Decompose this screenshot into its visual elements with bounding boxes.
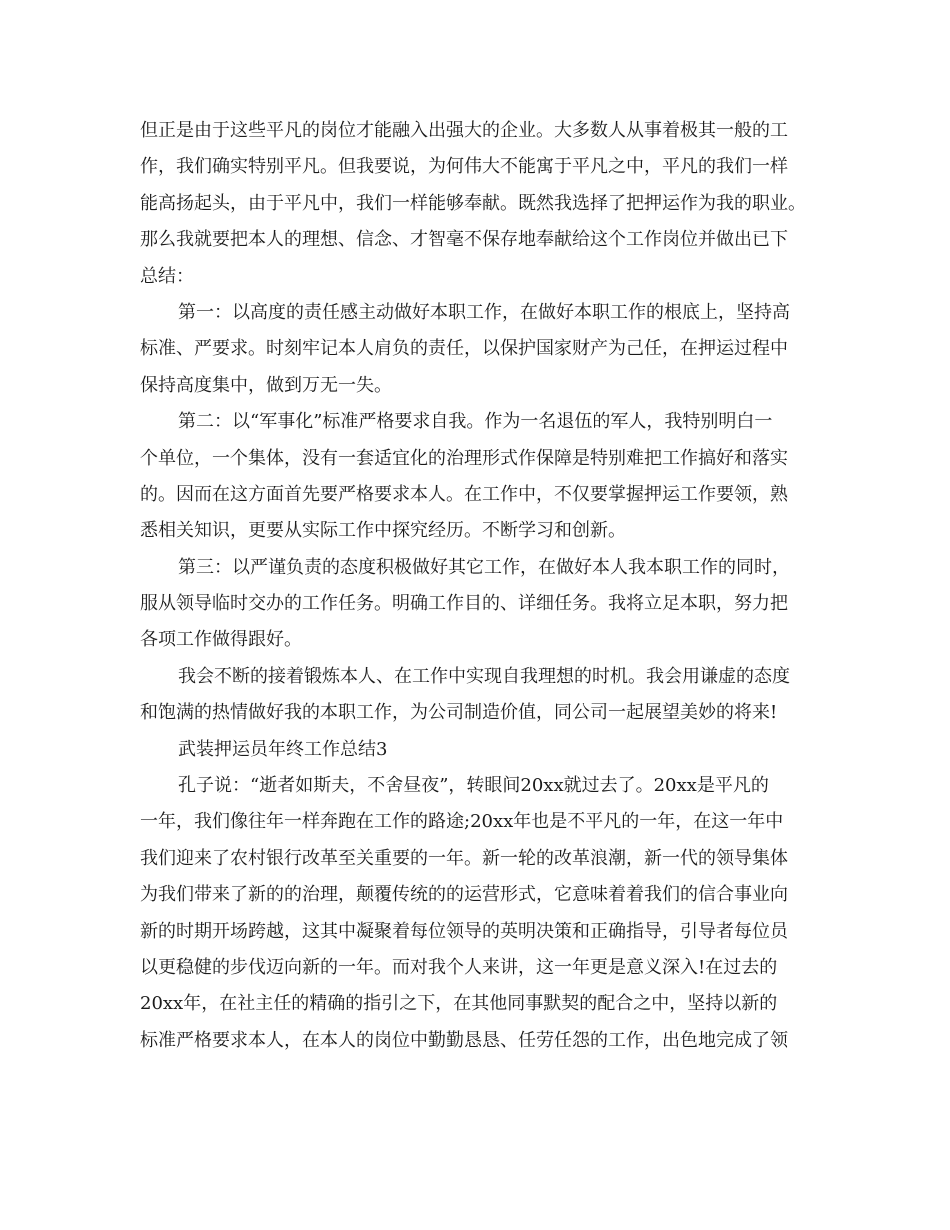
document-body xyxy=(140,113,820,1059)
text-line: 标准、严要求。时刻牢记本人肩负的责任，以保护国家财产为己任，在押运过程中 xyxy=(140,338,788,360)
text-line: 我会不断的接着锻炼本人、在工作中实现自我理想的时机。我会用谦虚的态度 xyxy=(178,665,790,687)
text-line: 保持高度集中，做到万无一失。 xyxy=(140,374,392,396)
text-line: 一年，我们像往年一样奔跑在工作的路途;20xx年也是不平凡的一年，在这一年中 xyxy=(140,811,784,833)
text-line: 总结： xyxy=(140,265,194,287)
text-line: 以更稳健的步伐迈向新的一年。而对我个人来讲，这一年更是意义深入!在过去的 xyxy=(140,956,778,978)
text-line: 第三：以严谨负责的态度积极做好其它工作，在做好本人我本职工作的同时， xyxy=(178,556,790,578)
text-line: 但正是由于这些平凡的岗位才能融入出强大的企业。大多数人从事着极其一般的工 xyxy=(140,120,788,141)
text-line: 标准严格要求本人，在本人的岗位中勤勤恳恳、任劳任怨的工作，出色地完成了领 xyxy=(140,1029,788,1051)
text-line: 各项工作做得跟好。 xyxy=(140,629,302,651)
text-line: 第一：以高度的责任感主动做好本职工作，在做好本职工作的根底上，坚持高 xyxy=(178,301,790,323)
text-line: 孔子说：“逝者如斯夫，不舍昼夜”，转眼间20xx就过去了。20xx是平凡的 xyxy=(178,775,769,797)
text-line: 为我们带来了新的的治理，颠覆传统的的运营形式，它意味着着我们的信合事业向 xyxy=(140,884,788,906)
text-line: 的。因而在这方面首先要严格要求本人。在工作中，不仅要掌握押运工作要领，熟 xyxy=(140,483,788,505)
text-line: 能高扬起头，由于平凡中，我们一样能够奉献。既然我选择了把押运作为我的职业。 xyxy=(140,192,806,214)
text-line: 武装押运员年终工作总结3 xyxy=(178,738,388,760)
text-line: 服从领导临时交办的工作任务。明确工作目的、详细任务。我将立足本职，努力把 xyxy=(140,593,788,615)
text-line: 20xx年，在社主任的精确的指引之下，在其他同事默契的配合之中，坚持以新的 xyxy=(140,993,778,1015)
text-line: 我们迎来了农村银行改革至关重要的一年。新一轮的改革浪潮，新一代的领导集体 xyxy=(140,847,788,869)
text-line: 个单位，一个集体，没有一套适宜化的治理形式作保障是特别难把工作搞好和落实 xyxy=(140,447,788,469)
text-line: 作，我们确实特别平凡。但我要说，为何伟大不能寓于平凡之中，平凡的我们一样 xyxy=(140,156,788,178)
text-line: 悉相关知识，更要从实际工作中探究经历。不断学习和创新。 xyxy=(140,520,626,542)
text-line: 那么我就要把本人的理想、信念、才智毫不保存地奉献给这个工作岗位并做出已下 xyxy=(140,229,788,251)
text-line: 第二：以“军事化”标准严格要求自我。作为一名退伍的军人，我特别明白一 xyxy=(178,411,773,433)
text-line: 和饱满的热情做好我的本职工作，为公司制造价值，同公司一起展望美妙的将来! xyxy=(140,702,778,724)
text-line: 新的时期开场跨越，这其中凝聚着每位领导的英明决策和正确指导，引导者每位员 xyxy=(140,920,788,942)
